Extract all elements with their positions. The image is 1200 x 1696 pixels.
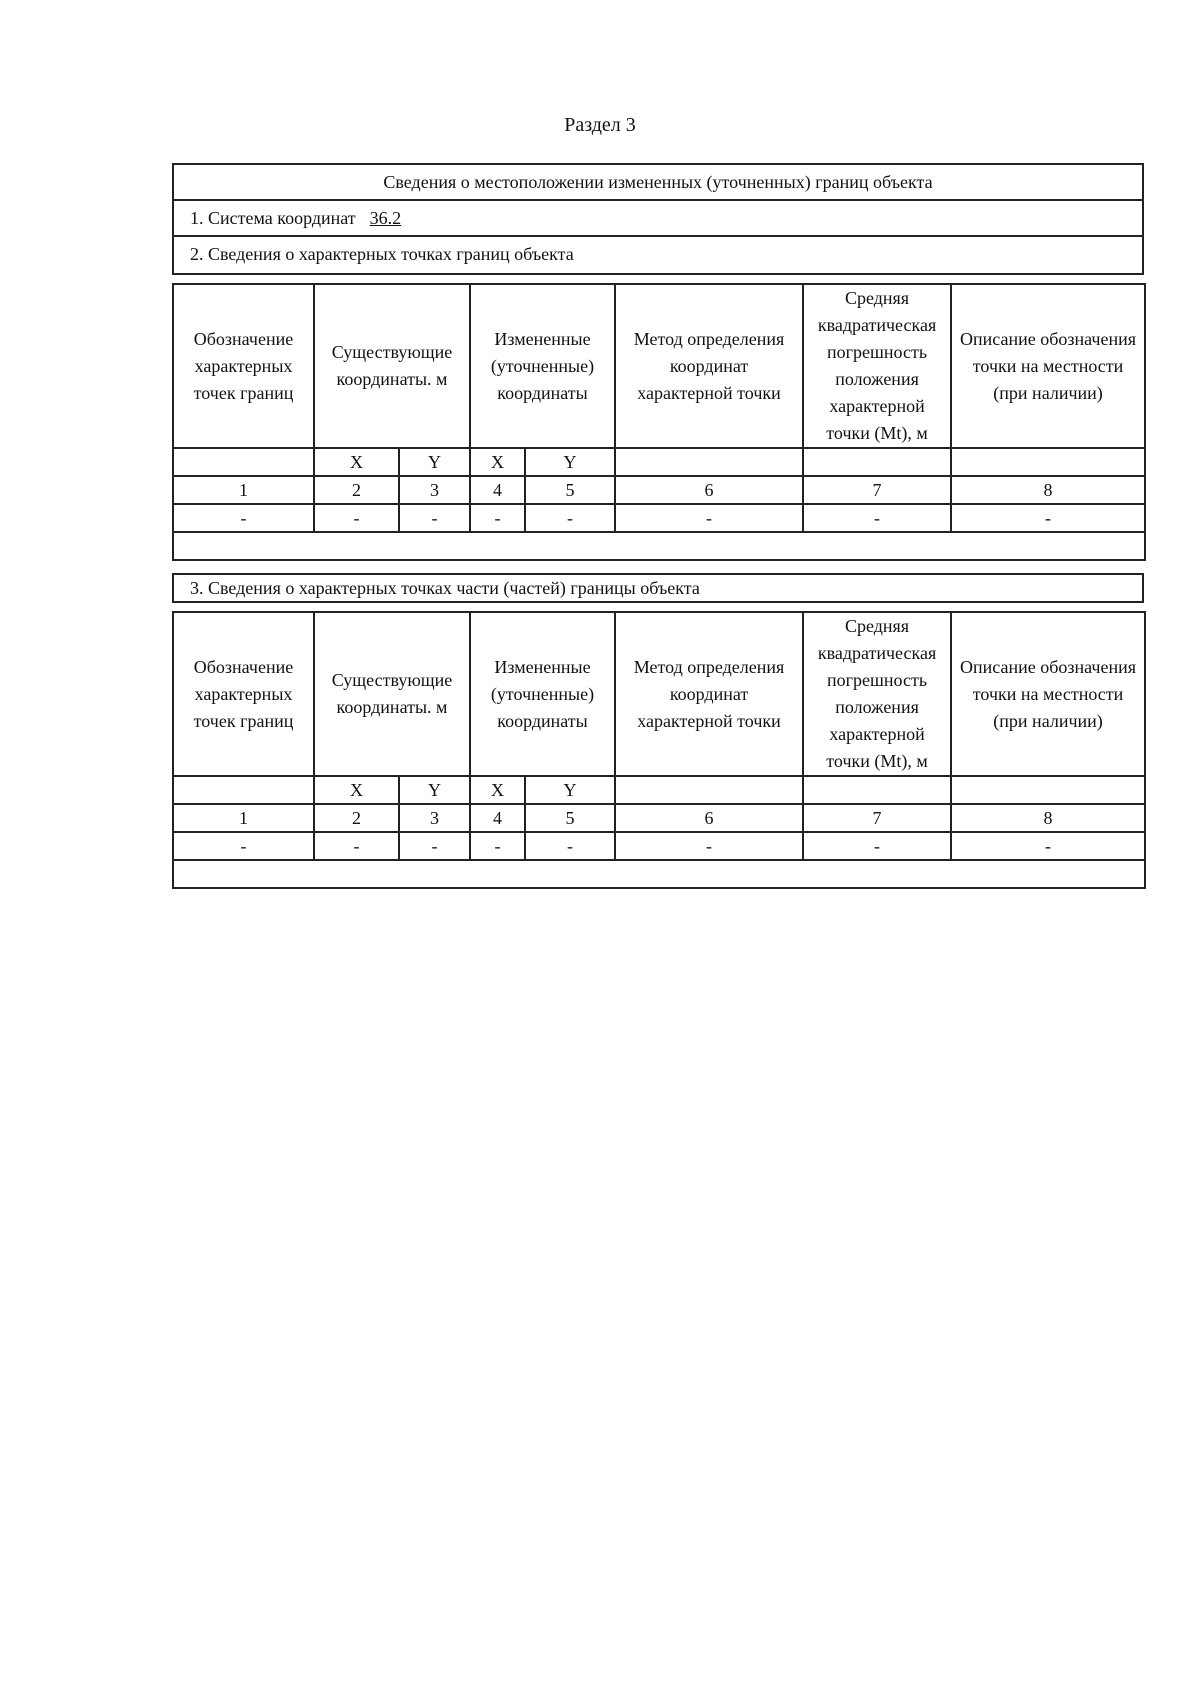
table-cell: - (173, 832, 314, 860)
table-cell: - (399, 832, 470, 860)
table-row (173, 504, 1145, 532)
table-row (173, 832, 1145, 860)
column-number: 3 (399, 804, 470, 832)
column-number: 5 (525, 476, 615, 504)
boundary-points-table (172, 283, 1146, 561)
col-existing-coords: Существующие координаты. м (314, 284, 470, 448)
col-changed-coords: Измененные (уточненные) координаты (470, 612, 615, 776)
column-number: 8 (951, 476, 1145, 504)
table-header-row (173, 612, 1145, 776)
x-label: X (470, 776, 525, 804)
section3-label: 3. Сведения о характерных точках части (частей) границы объекта (172, 573, 1144, 603)
table-subheader-row (173, 448, 1145, 476)
col-existing-coords: Существующие координаты. м (314, 612, 470, 776)
empty-row (173, 860, 1145, 888)
table-cell: - (951, 832, 1145, 860)
column-number: 6 (615, 476, 803, 504)
column-number: 4 (470, 476, 525, 504)
col-mean-error: Средняя квадратическая погрешность положения характерной точки (Mt), м (803, 284, 951, 448)
column-number: 3 (399, 476, 470, 504)
y-label: Y (399, 776, 470, 804)
table-cell: - (525, 832, 615, 860)
col-method: Метод определения координат характерной точки (615, 612, 803, 776)
column-number: 5 (525, 804, 615, 832)
header-caption: Сведения о местоположении измененных (уточненных) границ объекта (174, 165, 1142, 201)
column-number: 8 (951, 804, 1145, 832)
column-number: 1 (173, 476, 314, 504)
table-cell: - (314, 504, 399, 532)
part-boundary-points-table (172, 611, 1146, 889)
table-subheader-row (173, 776, 1145, 804)
table-cell: - (615, 832, 803, 860)
x-label: X (314, 448, 399, 476)
table-cell: - (615, 504, 803, 532)
col-method: Метод определения координат характерной точки (615, 284, 803, 448)
column-numbers-row (173, 476, 1145, 504)
coord-system-value: 36.2 (369, 208, 402, 228)
col-mean-error: Средняя квадратическая погрешность положения характерной точки (Mt), м (803, 612, 951, 776)
coord-system-label: 1. Система координат (190, 208, 356, 228)
object-boundary-header (172, 163, 1144, 275)
y-label: Y (525, 776, 615, 804)
column-number: 1 (173, 804, 314, 832)
column-number: 4 (470, 804, 525, 832)
y-label: Y (525, 448, 615, 476)
table-cell: - (803, 504, 951, 532)
table-cell: - (951, 504, 1145, 532)
x-label: X (470, 448, 525, 476)
table-cell: - (314, 832, 399, 860)
section2-label: 2. Сведения о характерных точках границ объекта (190, 244, 574, 264)
y-label: Y (399, 448, 470, 476)
table-cell: - (470, 504, 525, 532)
column-number: 6 (615, 804, 803, 832)
column-number: 7 (803, 804, 951, 832)
page-title: Раздел 3 (564, 114, 636, 136)
column-number: 2 (314, 804, 399, 832)
table-header-row (173, 284, 1145, 448)
table-cell: - (803, 832, 951, 860)
col-point-designation: Обозначение характерных точек границ (173, 284, 314, 448)
column-numbers-row (173, 804, 1145, 832)
x-label: X (314, 776, 399, 804)
col-point-designation: Обозначение характерных точек границ (173, 612, 314, 776)
coord-system-row (174, 201, 1142, 237)
col-description: Описание обозначения точки на местности (при наличии) (951, 284, 1145, 448)
table-cell: - (470, 832, 525, 860)
empty-row (173, 532, 1145, 560)
table-cell: - (399, 504, 470, 532)
column-number: 2 (314, 476, 399, 504)
table-cell: - (525, 504, 615, 532)
column-number: 7 (803, 476, 951, 504)
col-changed-coords: Измененные (уточненные) координаты (470, 284, 615, 448)
table-cell: - (173, 504, 314, 532)
col-description: Описание обозначения точки на местности (при наличии) (951, 612, 1145, 776)
